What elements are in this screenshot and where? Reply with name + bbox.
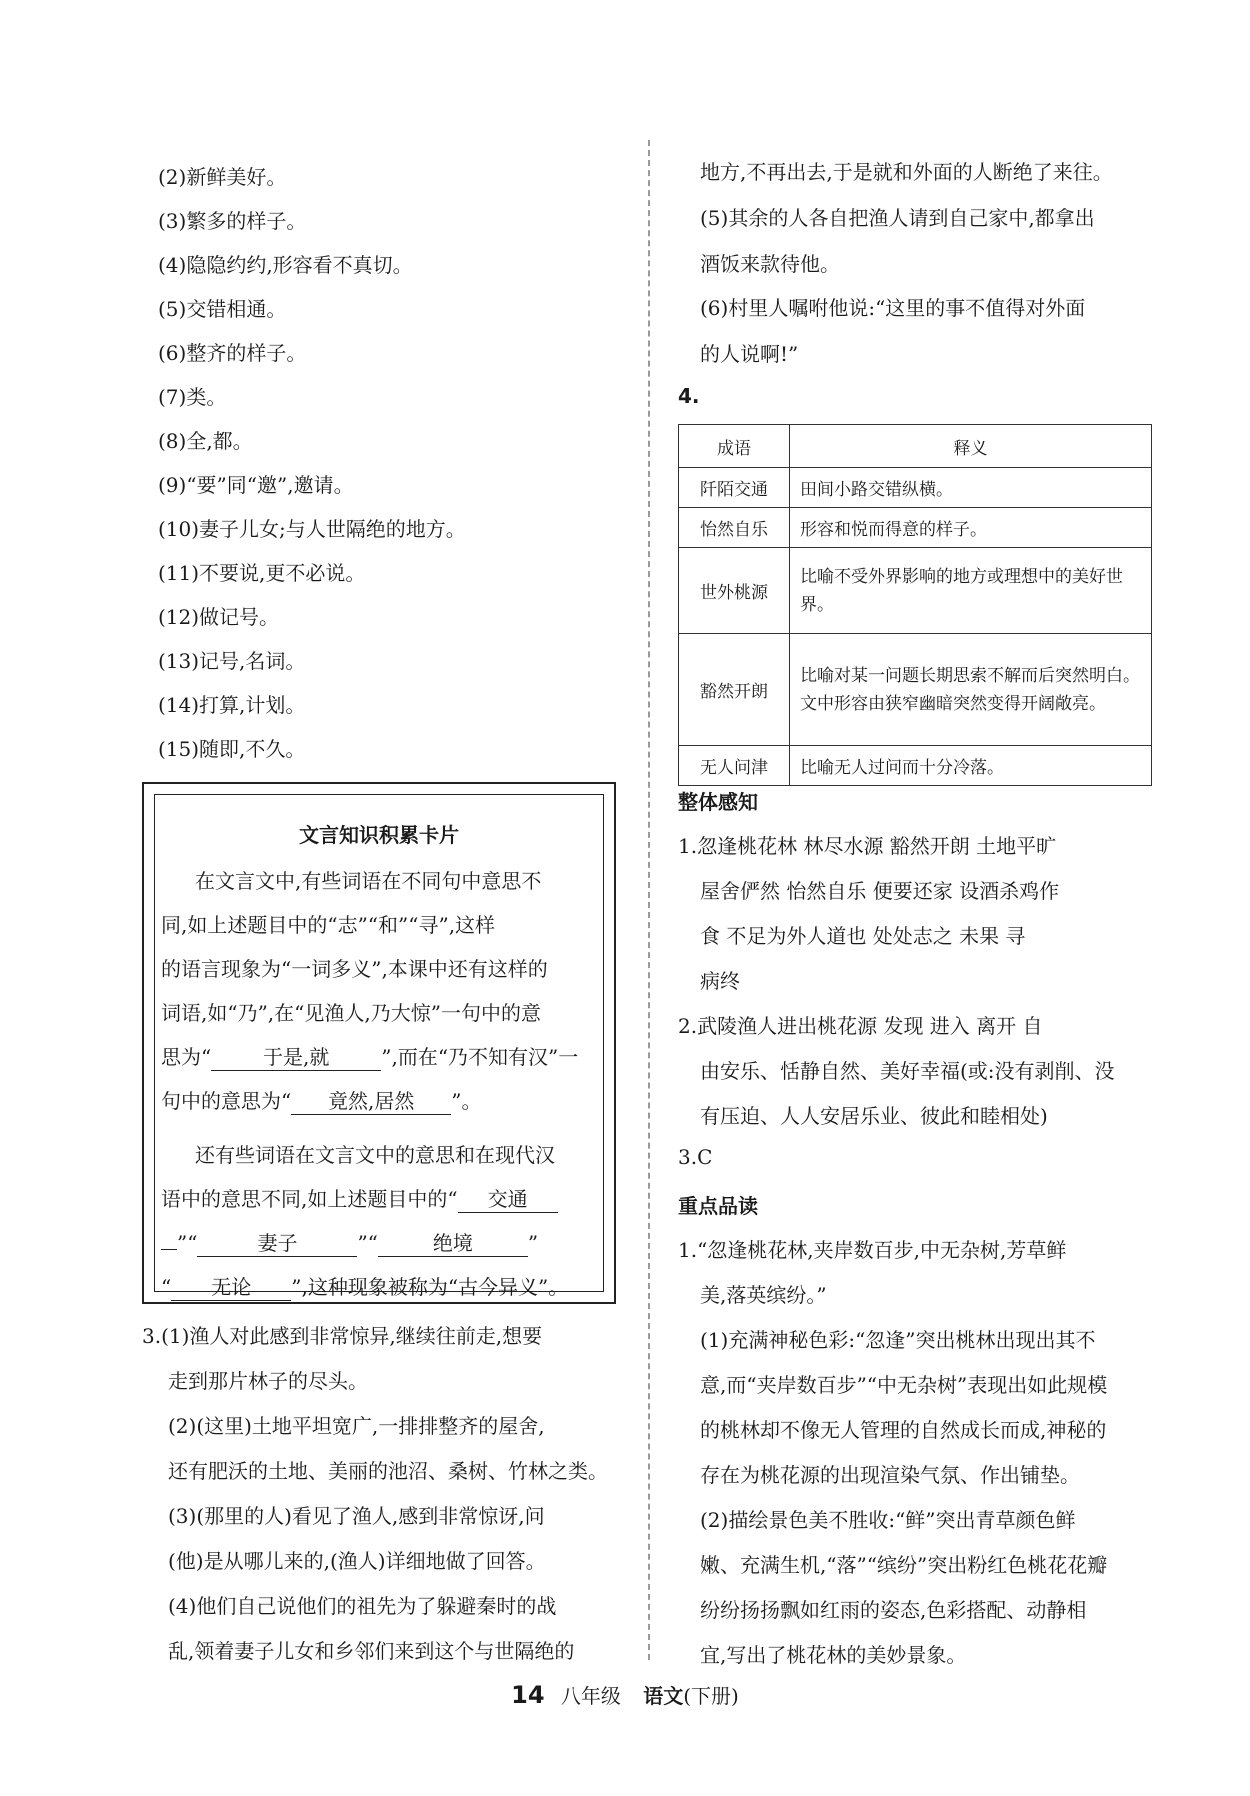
table-header: 成语	[679, 425, 790, 468]
card-text: ”“	[357, 1231, 378, 1255]
table-row	[679, 634, 1152, 746]
definition-item: (10)妻子儿女;与人世隔绝的地方。	[158, 517, 466, 541]
answer-text: 嫩、充满生机,“落”“缤纷”突出粉红色桃花花瓣	[700, 1553, 1108, 1577]
card-text: 句中的意思为“	[161, 1089, 292, 1113]
knowledge-card-inner	[154, 794, 604, 1299]
card-text: ”。	[451, 1089, 482, 1113]
answer-text: 2.武陵渔人进出桃花源 发现 进入 离开 自	[678, 1014, 1043, 1038]
answer-blank: 绝境	[378, 1227, 528, 1257]
page-footer	[0, 1680, 1250, 1709]
idiom-cell: 无人问津	[679, 746, 790, 786]
card-text: 思为“	[161, 1045, 212, 1069]
section-heading: 整体感知	[678, 790, 758, 814]
knowledge-card	[142, 782, 616, 1304]
meaning-cell: 比喻不受外界影响的地方或理想中的美好世界。	[790, 548, 1152, 634]
card-text: “	[161, 1275, 172, 1299]
answer-blank: 妻子	[197, 1227, 357, 1257]
answer-blank-continuation	[161, 1249, 177, 1250]
answer-text: (6)村里人嘱咐他说:“这里的事不值得对外面	[700, 296, 1086, 320]
table-header-row	[679, 425, 1152, 468]
answer-text: 的桃林却不像无人管理的自然成长而成,神秘的	[700, 1418, 1107, 1442]
idiom-cell: 世外桃源	[679, 548, 790, 634]
answer-text: (5)其余的人各自把渔人请到自己家中,都拿出	[700, 206, 1095, 230]
card-text: ”,这种现象被称为“古今异义”。	[291, 1275, 569, 1299]
answer-text: 屋舍俨然 怡然自乐 便要还家 设酒杀鸡作	[700, 879, 1060, 903]
meaning-cell: 比喻无人过问而十分冷落。	[790, 746, 1152, 786]
answer-text: 美,落英缤纷。”	[700, 1283, 827, 1307]
definition-item: (3)繁多的样子。	[158, 209, 307, 233]
card-text: 的语言现象为“一词多义”,本课中还有这样的	[161, 957, 548, 981]
definition-item: (6)整齐的样子。	[158, 341, 307, 365]
answer-text: 地方,不再出去,于是就和外面的人断绝了来往。	[700, 160, 1113, 184]
answer-text: 意,而“夹岸数百步”“中无杂树”表现出如此规模	[700, 1373, 1108, 1397]
definition-item: (7)类。	[158, 385, 227, 409]
answer-text: (1)充满神秘色彩:“忽逢”突出桃林出现出其不	[700, 1328, 1096, 1352]
answer-blank: 交通	[458, 1183, 558, 1213]
table-row	[679, 746, 1152, 786]
table-header: 释义	[790, 425, 1152, 468]
card-text: 在文言文中,有些词语在不同句中意思不	[195, 869, 542, 893]
answer-text: (3)(那里的人)看见了渔人,感到非常惊讶,问	[168, 1504, 545, 1528]
meaning-cell: 田间小路交错纵横。	[790, 468, 1152, 508]
answer-blank: 竟然,居然	[291, 1085, 451, 1115]
meaning-cell: 比喻对某一问题长期思索不解而后突然明白。文中形容由狭窄幽暗突然变得开阔敞亮。	[790, 634, 1152, 746]
answer-text: 存在为桃花源的出现渲染气氛、作出铺垫。	[700, 1463, 1080, 1487]
answer-text: (4)他们自己说他们的祖先为了躲避秦时的战	[168, 1594, 557, 1618]
idiom-cell: 怡然自乐	[679, 508, 790, 548]
answer-text: 宜,写出了桃花林的美妙景象。	[700, 1643, 967, 1667]
answer-blank: 无论	[171, 1271, 291, 1301]
table-row	[679, 468, 1152, 508]
idiom-cell: 阡陌交通	[679, 468, 790, 508]
answer-text: 由安乐、恬静自然、美好幸福(或:没有剥削、没	[700, 1059, 1115, 1083]
idiom-cell: 豁然开朗	[679, 634, 790, 746]
meaning-cell: 形容和悦而得意的样子。	[790, 508, 1152, 548]
definition-item: (14)打算,计划。	[158, 693, 306, 717]
answer-blank: 于是,就	[211, 1041, 381, 1071]
answer-text: 的人说啊!”	[700, 342, 799, 366]
page-number: 14	[511, 1681, 545, 1709]
definition-item: (15)随即,不久。	[158, 737, 306, 761]
table-row	[679, 548, 1152, 634]
idiom-table	[678, 424, 1152, 786]
answer-text: 纷纷扬扬飘如红雨的姿态,色彩搭配、动静相	[700, 1598, 1087, 1622]
answer-text: (2)描绘景色美不胜收:“鲜”突出青草颜色鲜	[700, 1508, 1076, 1532]
definition-item: (12)做记号。	[158, 605, 280, 629]
card-text: ”“	[177, 1231, 198, 1255]
answer-text: 酒饭来款待他。	[700, 252, 840, 276]
answer-text: (2)(这里)土地平坦宽广,一排排整齐的屋舍,	[168, 1414, 545, 1438]
subject-label: 语文	[643, 1684, 684, 1708]
definition-item: (4)隐隐约约,形容看不真切。	[158, 253, 413, 277]
section-heading: 重点品读	[678, 1194, 758, 1218]
card-text-with-blank	[161, 1271, 568, 1301]
column-divider	[648, 140, 650, 1660]
card-text: 同,如上述题目中的“志”“和”“寻”,这样	[161, 913, 496, 937]
card-text-with-blank	[161, 1183, 558, 1213]
answer-text: 3.(1)渔人对此感到非常惊异,继续往前走,想要	[142, 1324, 543, 1348]
definition-item: (2)新鲜美好。	[158, 165, 287, 189]
grade-label: 八年级	[560, 1684, 621, 1708]
definition-item: (5)交错相通。	[158, 297, 287, 321]
definition-item: (8)全,都。	[158, 429, 253, 453]
volume-label: (下册)	[683, 1684, 739, 1708]
answer-text: 食 不足为外人道也 处处志之 未果 寻	[700, 924, 1026, 948]
answer-text: 还有肥沃的土地、美丽的池沼、桑树、竹林之类。	[168, 1459, 608, 1483]
answer-text: 走到那片林子的尽头。	[168, 1369, 368, 1393]
definition-item: (11)不要说,更不必说。	[158, 561, 366, 585]
card-text-with-blank	[161, 1227, 538, 1257]
answer-text: 1.“忽逢桃花林,夹岸数百步,中无杂树,芳草鲜	[678, 1238, 1067, 1262]
answer-text: 乱,领着妻子儿女和乡邻们来到这个与世隔绝的	[168, 1639, 575, 1663]
card-text: 词语,如“乃”,在“见渔人,乃大惊”一句中的意	[161, 1001, 541, 1025]
definition-item: (13)记号,名词。	[158, 649, 306, 673]
card-text-with-blank	[161, 1041, 578, 1071]
answer-text: 病终	[700, 969, 740, 993]
card-text: 还有些词语在文言文中的意思和在现代汉	[195, 1143, 555, 1167]
card-text-with-blank	[161, 1085, 481, 1115]
answer-text: 1.忽逢桃花林 林尽水源 豁然开朗 土地平旷	[678, 834, 1057, 858]
answer-text: 3.C	[678, 1145, 713, 1169]
card-text: ”,而在“乃不知有汉”一	[381, 1045, 579, 1069]
card-text: ”	[527, 1231, 539, 1255]
answer-text: (他)是从哪儿来的,(渔人)详细地做了回答。	[168, 1549, 546, 1573]
card-title: 文言知识积累卡片	[299, 823, 459, 847]
table-row	[679, 508, 1152, 548]
answer-text: 有压迫、人人安居乐业、彼此和睦相处)	[700, 1104, 1048, 1128]
question-number: 4.	[678, 384, 700, 408]
definition-item: (9)“要”同“邀”,邀请。	[158, 473, 354, 497]
card-text: 语中的意思不同,如上述题目中的“	[161, 1187, 458, 1211]
